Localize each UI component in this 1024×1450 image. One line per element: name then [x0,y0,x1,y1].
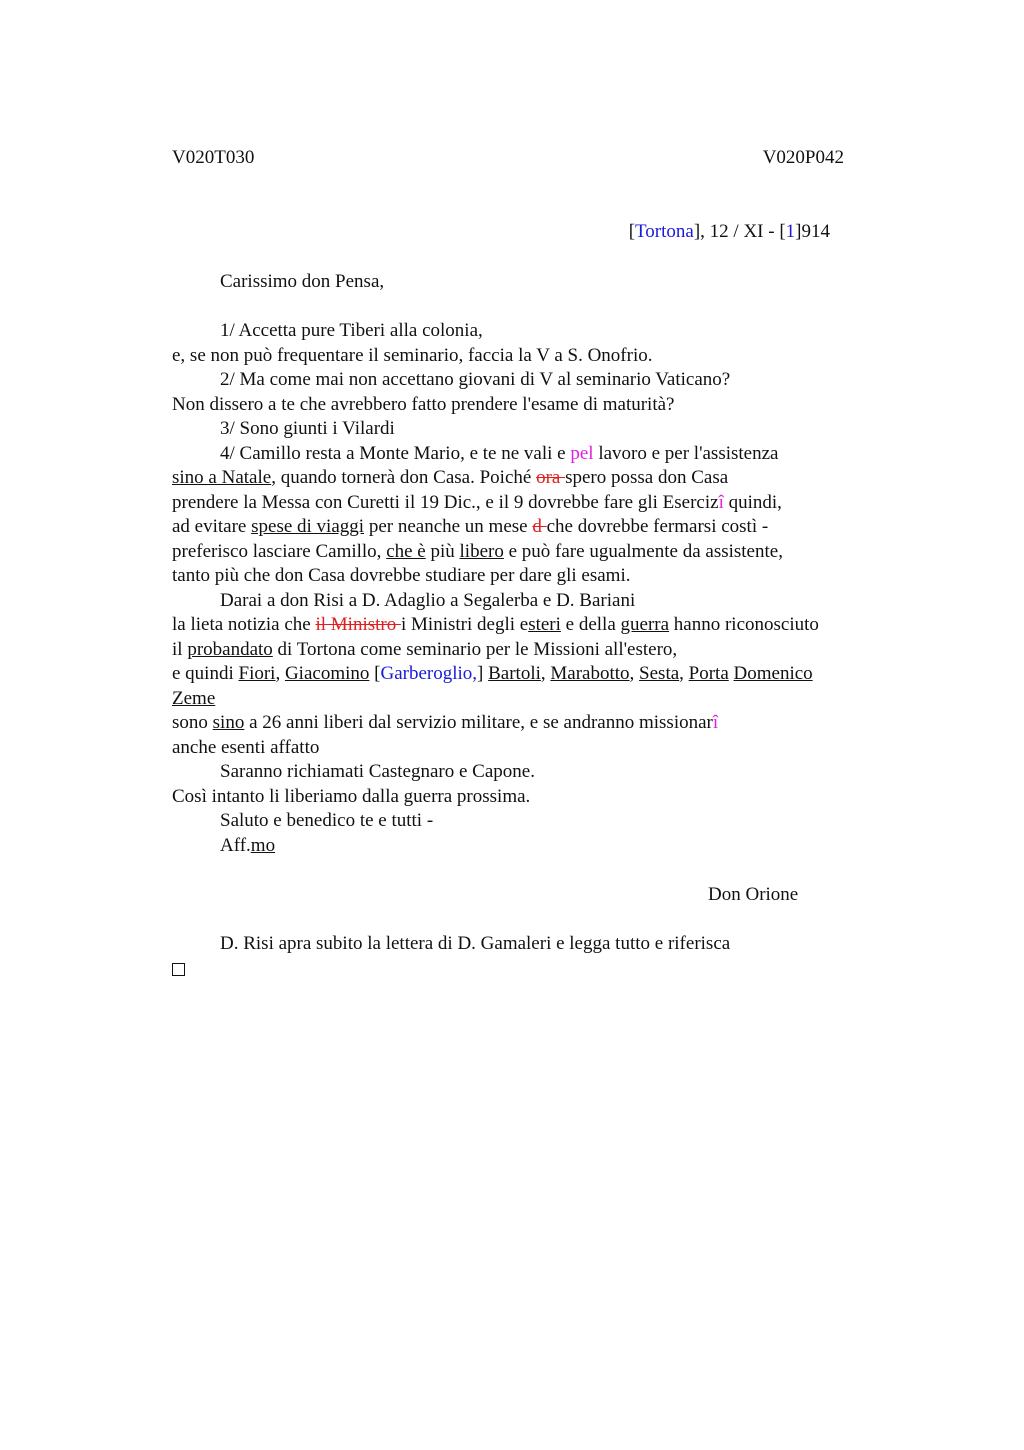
text-span: , [275,663,285,684]
text-span: ad evitare [172,516,252,537]
text-span: più [425,540,460,562]
letter-body [172,270,892,984]
underlined-name: Porta [688,663,729,684]
text-line: anche esenti affatto [172,736,320,758]
text-span: hanno riconosciuto [669,614,819,635]
text-line: e, se non può frequentare il seminario, faccia la V a S. Onofrio. [172,344,653,366]
text-span: per neanche un mese [364,516,533,537]
text-line [172,613,892,638]
underlined-name: Zeme [172,687,216,709]
text-span: che dovrebbe fermarsi costì - [546,516,769,537]
box-line [172,956,892,984]
underlined-text: libero [459,540,504,562]
text-line: 1/ Accetta pure Tiberi alla colonia, [220,320,483,341]
text-line: 2/ Ma come mai non accettano giovani di V al seminario Vaticano? [220,369,731,390]
editorial-insertion: Garberoglio, [380,663,478,684]
date-text: ], 12 / XI - [ [693,221,786,242]
text-line: tanto più che don Casa dovrebbe studiare per dare gli esami. [172,565,631,586]
highlighted-letter: î [718,491,724,513]
underlined-name: Bartoli [488,663,541,684]
blank-line [172,295,892,320]
highlighted-word: pel [570,442,594,464]
text-span: 4/ Camillo resta a Monte Mario, e te ne vali e [220,442,571,464]
text-line: Saranno richiamati Castegnaro e Capone. [220,761,535,782]
text-span: e della [560,614,621,635]
text-line [172,442,892,467]
text-line [172,466,892,491]
text-line [172,540,892,565]
deleted-text: d [532,516,547,537]
text-span: i Ministri degli e [401,614,529,635]
highlighted-letter: î [712,712,719,733]
underlined-text: che è [386,540,426,562]
text-span: il [172,638,188,660]
text-line: Darai a don Risi a D. Adaglio a Segalerba e D. Bariani [220,589,636,611]
text-span: spero possa don Casa [565,467,729,488]
text-span: ] [477,663,489,684]
postscript: D. Risi apra subito la lettera di D. Gamaleri e legga tutto e riferisca [220,932,731,954]
text-line [172,491,892,516]
underlined-text: spese di viaggi [251,516,365,537]
date-year-rest: ]914 [795,221,830,242]
underlined-text: mo [250,834,276,856]
text-span: , [629,663,640,684]
text-span: , [540,663,551,684]
text-line [172,515,892,540]
text-line: Non dissero a te che avrebbero fatto prendere l'esame di maturità? [172,393,675,415]
text-line: Saluto e benedico te e tutti - [220,810,434,831]
underlined-name: Giacomino [284,663,370,684]
underlined-text: probandato [187,638,273,660]
text-span: quindi, [723,491,782,513]
closing [172,834,892,859]
text-span: , quando tornerà don Casa. Poiché [271,467,537,488]
blank-line [172,858,892,883]
text-span: la lieta notizia che [172,614,316,635]
text-line [172,638,892,663]
text-span: sono [172,712,213,733]
deleted-text: il Ministro [315,614,401,635]
date-bracket-open: [ [628,221,636,242]
letter-date [629,221,830,243]
text-span: e quindi [172,663,239,684]
text-line [172,662,892,687]
text-line: 3/ Sono giunti i Vilardi [220,418,395,439]
text-span: di Tortona come seminario per le Missioni all'estero, [272,638,678,660]
underlined-text: guerra [620,614,670,635]
underlined-text: steri [528,614,561,635]
salutation: Carissimo don Pensa, [220,271,385,292]
underlined-text: sino [212,712,245,733]
text-span: [ [369,663,381,684]
text-span: e può fare ugualmente da assistente, [503,540,783,562]
underlined-name: Domenico [733,663,813,684]
underlined-name: Sesta [639,663,680,684]
date-year-digit: 1 [785,221,796,242]
closing-text: Aff. [220,834,251,856]
text-span: preferisco lasciare Camillo, [172,540,387,562]
deleted-text: ora [536,467,566,488]
text-line: Così intanto li liberiamo dalla guerra prossima. [172,785,531,807]
text-span: a 26 anni liberi dal servizio militare, e se andranno missionar [244,712,713,733]
signature: Don Orione [708,883,799,905]
underlined-name: Marabotto [550,663,630,684]
text-line [172,711,892,736]
blank-line [172,907,892,932]
text-span: prendere la Messa con Curetti il 19 Dic., e il 9 dovrebbe fare gli Eserciz [172,491,719,513]
document-reference-left: V020T030 [172,147,255,168]
document-reference-right: V020P042 [762,147,844,168]
text-span: lavoro e per l'assistenza [593,442,779,464]
square-outline-icon [172,963,185,976]
underlined-text: sino a Natale [172,467,272,488]
date-place: Tortona [635,221,694,242]
underlined-name: Fiori [238,663,276,684]
text-span: , [679,663,689,684]
